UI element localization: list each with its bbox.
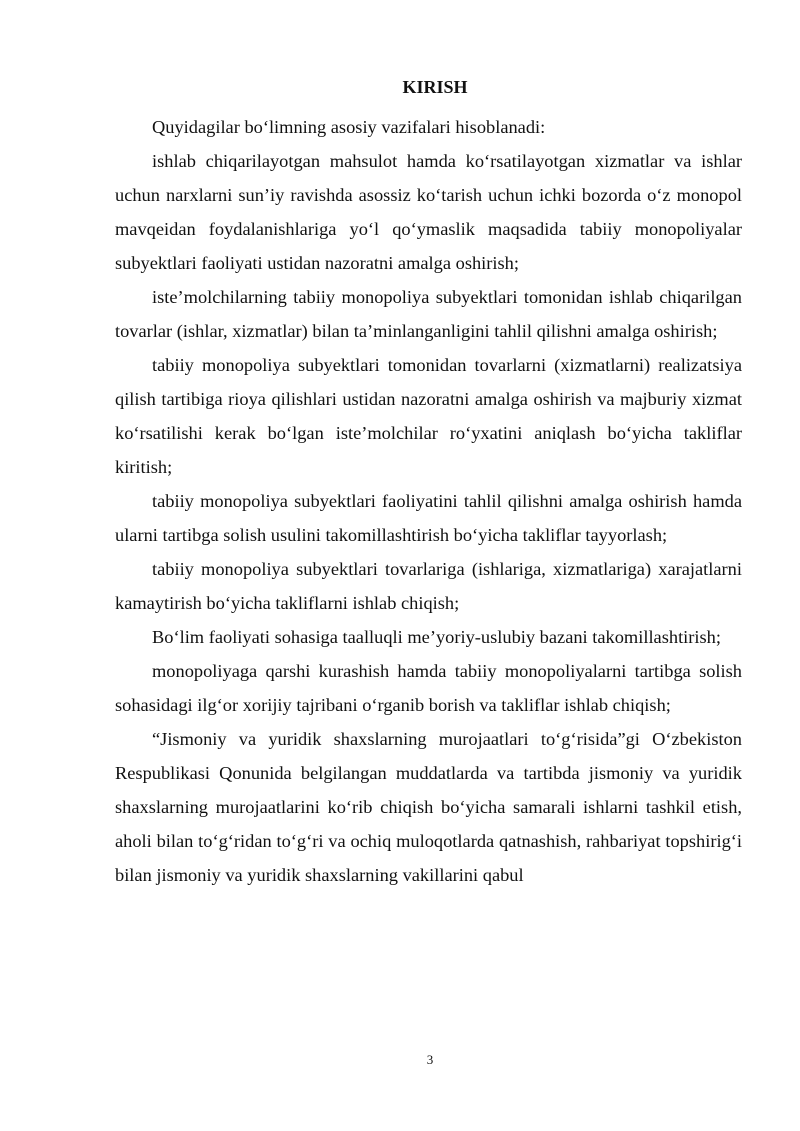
paragraph-item-8: “Jismoniy va yuridik shaxslarning murojaatlari to‘g‘risida”gi O‘zbekiston Respublikasi Qonunida belgilangan muddatlarda va tartibda jismoniy va yuridik shaxslarning murojaatlarini ko‘rib chiqish bo‘yicha samarali ishlarni tashkil etish, aholi bilan to‘g‘ridan to‘g‘ri va ochiq muloqotlarda qatnashish, rahbariyat topshirig‘i bilan jismoniy va yuridik shaxslarning vakillarini qabul — [115, 729, 742, 885]
paragraph-item-5: tabiiy monopoliya subyektlari tovarlariga (ishlariga, xizmatlariga) xarajatlarni kamaytirish bo‘yicha takliflarni ishlab chiqish; — [115, 559, 742, 613]
body-text — [115, 110, 742, 892]
page-heading: KIRISH — [402, 77, 468, 97]
paragraph-item-6: Bo‘lim faoliyati sohasiga taalluqli me’yoriy-uslubiy bazani takomillashtirish; — [152, 627, 721, 647]
paragraph-item-7: monopoliyaga qarshi kurashish hamda tabiiy monopoliyalarni tartibga solish sohasidagi ilg‘or xorijiy tajribani o‘rganib borish va takliflar ishlab chiqish; — [115, 661, 742, 715]
page-number: 3 — [426, 1052, 434, 1067]
paragraph-intro: Quyidagilar bo‘limning asosiy vazifalari hisoblanadi: — [152, 117, 546, 137]
paragraph-item-3: tabiiy monopoliya subyektlari tomonidan tovarlarni (xizmatlarni) realizatsiya qilish tartibiga rioya qilishlari ustidan nazoratni amalga oshirish va majburiy xizmat ko‘rsatilishi kerak bo‘lgan iste’molchilar ro‘yxatini aniqlash bo‘yicha takliflar kiritish; — [115, 355, 742, 477]
paragraph-item-1: ishlab chiqarilayotgan mahsulot hamda ko‘rsatilayotgan xizmatlar va ishlar uchun narxlarni sun’iy ravishda asossiz ko‘tarish uchun ichki bozorda o‘z monopol mavqeidan foydalanishlariga yo‘l qo‘ymaslik maqsadida tabiiy monopoliyalar subyektlari faoliyati ustidan nazoratni amalga oshirish; — [115, 151, 742, 273]
paragraph-item-4: tabiiy monopoliya subyektlari faoliyatini tahlil qilishni amalga oshirish hamda ularni tartibga solish usulini takomillashtirish bo‘yicha takliflar tayyorlash; — [115, 491, 742, 545]
paragraph-item-2: iste’molchilarning tabiiy monopoliya subyektlari tomonidan ishlab chiqarilgan tovarlar (ishlar, xizmatlar) bilan ta’minlanganligini tahlil qilishni amalga oshirish; — [115, 287, 742, 341]
